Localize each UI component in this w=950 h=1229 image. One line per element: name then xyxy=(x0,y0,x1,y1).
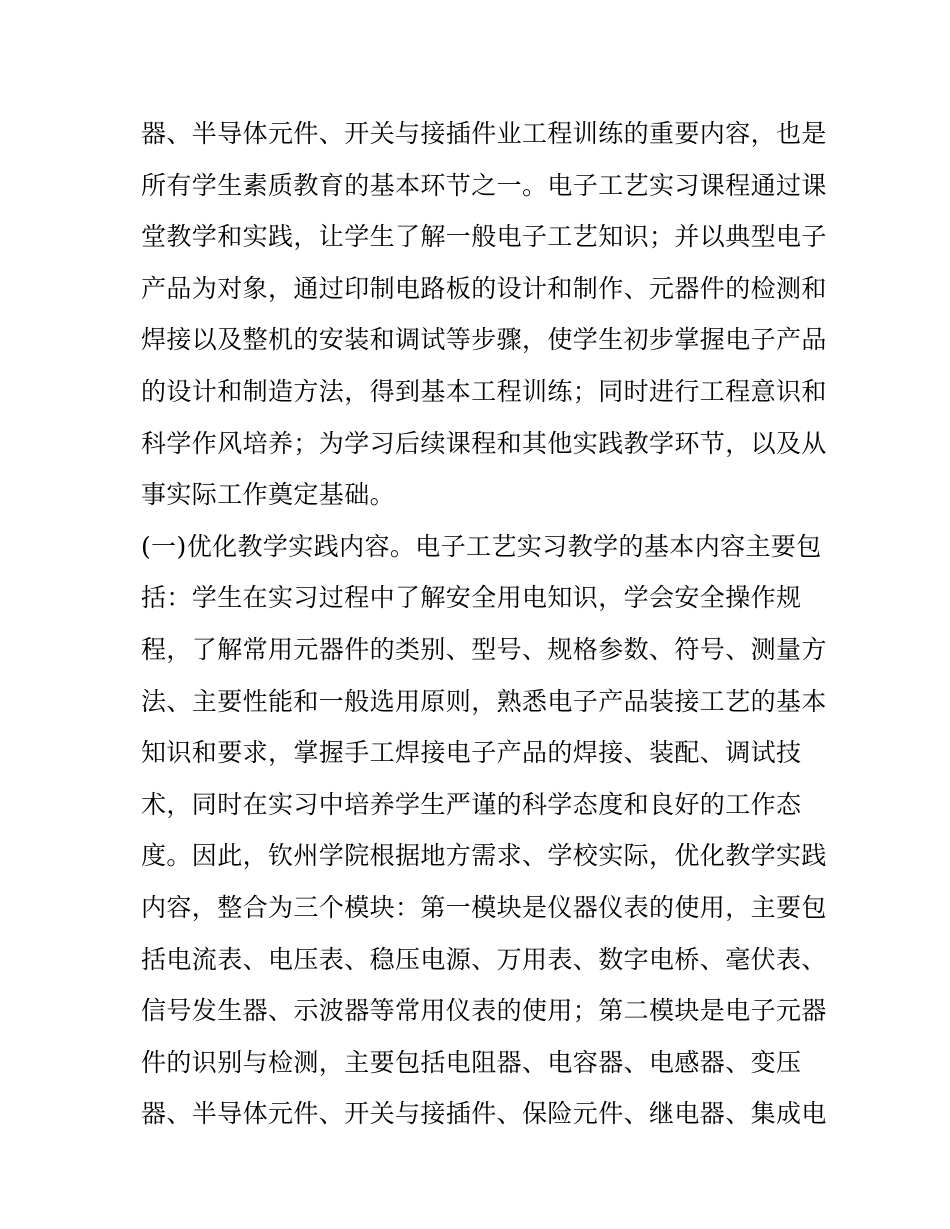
text-line-7: 科学作风培养；为学习后续课程和其他实践教学环节，以及从 xyxy=(141,428,827,458)
text-line-15: 度。因此，钦州学院根据地方需求、学校实际，优化教学实践 xyxy=(141,841,827,871)
text-line-2: 所有学生素质教育的基本环节之一。电子工艺实习课程通过课 xyxy=(141,170,827,200)
text-line-6: 的设计和制造方法，得到基本工程训练；同时进行工程意识和 xyxy=(141,376,827,406)
text-line-16: 内容，整合为三个模块：第一模块是仪器仪表的使用，主要包 xyxy=(141,892,827,922)
text-line-10: 括：学生在实习过程中了解安全用电知识，学会安全操作规 xyxy=(141,583,802,613)
text-line-8: 事实际工作奠定基础。 xyxy=(141,480,396,510)
text-line-19: 件的识别与检测，主要包括电阻器、电容器、电感器、变压 xyxy=(141,1047,802,1077)
section-heading-line: (一)优化教学实践内容。电子工艺实习教学的基本内容主要包 xyxy=(141,531,822,561)
text-line-12: 法、主要性能和一般选用原则，熟悉电子产品装接工艺的基本 xyxy=(141,686,827,716)
text-line-18: 信号发生器、示波器等常用仪表的使用；第二模块是电子元器 xyxy=(141,996,827,1026)
text-line-11: 程，了解常用元器件的类别、型号、规格参数、符号、测量方 xyxy=(141,634,827,664)
text-line-4: 产品为对象，通过印制电路板的设计和制作、元器件的检测和 xyxy=(141,273,827,303)
text-line-3: 堂教学和实践，让学生了解一般电子工艺知识；并以典型电子 xyxy=(141,222,827,252)
text-line-5: 焊接以及整机的安装和调试等步骤，使学生初步掌握电子产品 xyxy=(141,325,827,355)
text-line-1: 器、半导体元件、开关与接插件业工程训练的重要内容，也是 xyxy=(141,119,827,148)
text-line-20: 器、半导体元件、开关与接插件、保险元件、继电器、集成电 xyxy=(141,1099,827,1129)
text-line-14: 术，同时在实习中培养学生严谨的科学态度和良好的工作态 xyxy=(141,789,802,819)
text-line-13: 知识和要求，掌握手工焊接电子产品的焊接、装配、调试技 xyxy=(141,738,802,768)
body-text xyxy=(141,108,827,1140)
text-line-17: 括电流表、电压表、稳压电源、万用表、数字电桥、毫伏表、 xyxy=(141,944,827,974)
